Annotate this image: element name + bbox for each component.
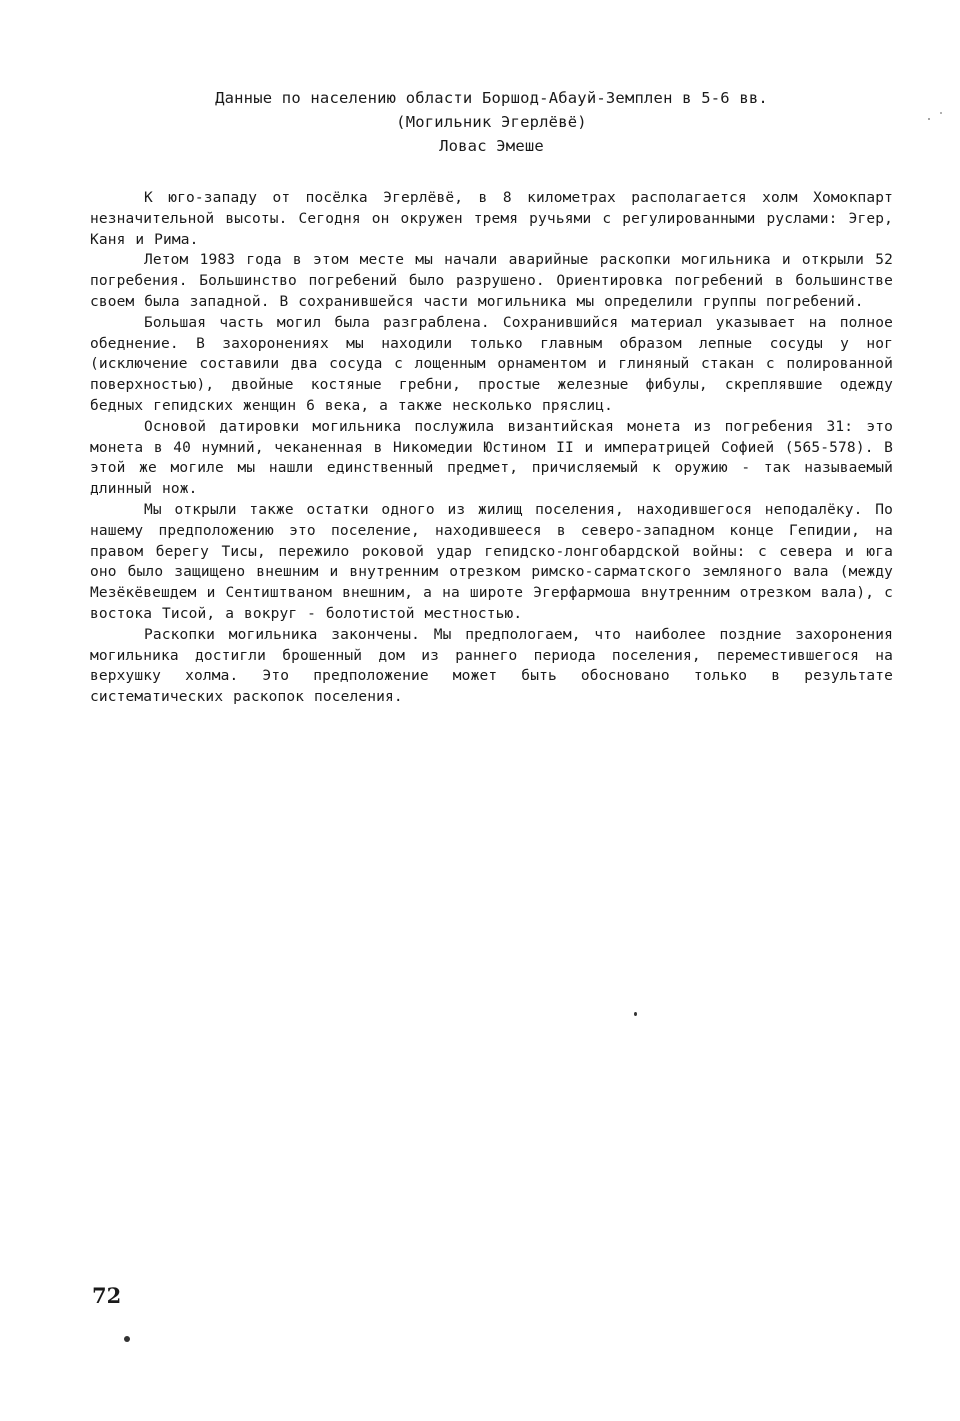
scan-speck [634,1012,637,1016]
paragraph-5: Мы открыли также остатки одного из жилищ поселения, находившегося неподалёку. По нашему предположению это поселение, находившееся в северо-западном конце Гепидии, на правом берегу Тисы, пережило роковой удар гепидско-лонгобардской войны: с севера и юга оно было защищено внешним и внутренним отрезком римско-сарматского земляного вала (между Мезёкёвешдем и Сентиштваном внешним, а на широте Эгерфармоша внутренним отрезком вала), с востока Тисой, а вокруг - болотистой местностью. [90,501,893,622]
article-title: Данные по населению области Боршод-Абауй-Земплен в 5-6 вв. [215,89,768,107]
paragraph-4: Основой датировки могильника послужила византийская монета из погребения 31: это монета в 40 нумний, чеканенная в Никомедии Юстином II и императрицей Софией (565-578). В этой же могиле мы нашли единственный предмет, причисляемый к оружию - так называемый длинный нож. [90,418,893,498]
scan-speck [124,1336,130,1342]
article-header [90,86,893,158]
paragraph-3: Большая часть могил была разграблена. Сохранившийся материал указывает на полное обеднение. В захоронениях мы находили только главным образом лепные сосуды у ног (исключение составили два сосуда с лощенным орнаментом и глиняный стакан с полированной поверхностью), двойные костяные гребни, простые железные фибулы, скреплявшие одежду бедных гепидских женщин 6 века, а также несколько пряслиц. [90,314,893,414]
article-body [90,188,893,708]
paragraph-2: Летом 1983 года в этом месте мы начали аварийные раскопки могильника и открыли 52 погребения. Большинство погребений было разрушено. Ориентировка погребений в большинстве своем была западной. В сохранившейся части могильника мы определили группы погребений. [90,252,893,310]
scan-speck [928,118,930,120]
page-number: 72 [92,1283,122,1308]
scan-speck [940,112,942,114]
paragraph-6: Раскопки могильника закончены. Мы предпологаем, что наиболее поздние захоронения могильника достигли брошенный дом из раннего периода поселения, переместившегося на верхушку холма. Это предположение может быть обосновано только в результате систематических раскопок поселения. [90,626,893,706]
article-subtitle: (Могильник Эгерлёвё) [396,113,587,131]
paragraph-1: К юго-западу от посёлка Эгерлёвё, в 8 километрах располагается холм Хомокпарт незначительной высоты. Сегодня он окружен тремя ручьями с регулированными руслами: Эгер, Каня и Рима. [90,190,893,248]
article-author: Ловас Эмеше [439,137,544,155]
